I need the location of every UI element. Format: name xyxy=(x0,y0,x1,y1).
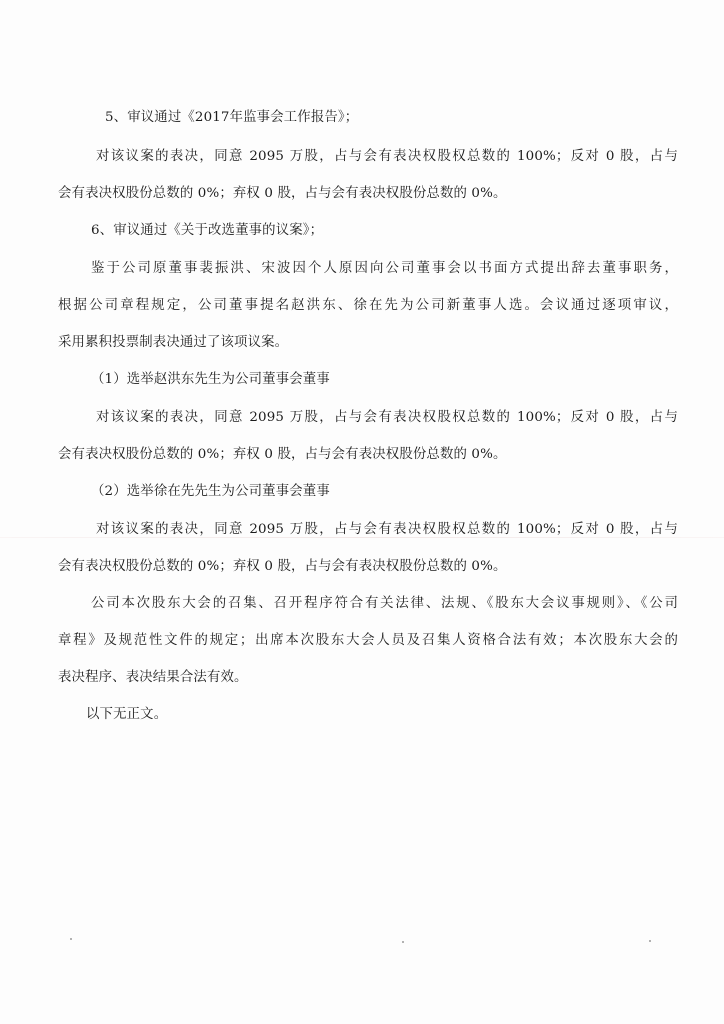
item-5-heading: 5、审议通过《2017年监事会工作报告》； xyxy=(105,110,359,125)
scan-speck xyxy=(649,940,651,942)
scan-speck xyxy=(70,938,72,940)
item-5-vote-line-2: 会有表决权股份总数的 0%；弃权 0 股，占与会有表决权股份总数的 0%。 xyxy=(58,186,507,201)
sub-item-2-vote-line-2: 会有表决权股份总数的 0%；弃权 0 股，占与会有表决权股份总数的 0%。 xyxy=(58,559,507,574)
sub-item-1-vote-line-1: 对该议案的表决，同意 2095 万股，占与会有表决权股权总数的 100%；反对 0 股，占与 xyxy=(96,410,678,425)
item-5-vote-line-1: 对该议案的表决，同意 2095 万股，占与会有表决权股权总数的 100%；反对 0 股，占与 xyxy=(96,149,678,164)
conclusion-line-3: 表决程序、表决结果合法有效。 xyxy=(58,670,248,685)
item-6-heading: 6、审议通过《关于改选董事的议案》； xyxy=(91,223,324,238)
conclusion-line-1: 公司本次股东大会的召集、召开程序符合有关法律、法规、《股东大会议事规则》、《公司 xyxy=(91,596,678,611)
sub-item-1-heading: （1）选举赵洪东先生为公司董事会董事 xyxy=(91,372,330,387)
item-6-body-line-3: 采用累积投票制表决通过了该项议案。 xyxy=(58,335,289,350)
sub-item-2-heading: （2）选举徐在先先生为公司董事会董事 xyxy=(91,484,330,499)
sub-item-1-vote-line-2: 会有表决权股份总数的 0%；弃权 0 股，占与会有表决权股份总数的 0%。 xyxy=(58,447,507,462)
scan-fold-line xyxy=(0,537,724,538)
scan-speck xyxy=(402,941,404,943)
sub-item-2-vote-line-1: 对该议案的表决，同意 2095 万股，占与会有表决权股权总数的 100%；反对 0 股，占与 xyxy=(96,522,678,537)
item-6-body-line-1: 鉴于公司原董事裴振洪、宋波因个人原因向公司董事会以书面方式提出辞去董事职务， xyxy=(91,261,678,276)
conclusion-line-2: 章程》及规范性文件的规定；出席本次股东大会人员及召集人资格合法有效；本次股东大会的 xyxy=(58,633,678,648)
item-6-body-line-2: 根据公司章程规定，公司董事提名赵洪东、徐在先为公司新董事人选。会议通过逐项审议， xyxy=(58,298,678,313)
end-of-text-note: 以下无正文。 xyxy=(86,707,168,722)
